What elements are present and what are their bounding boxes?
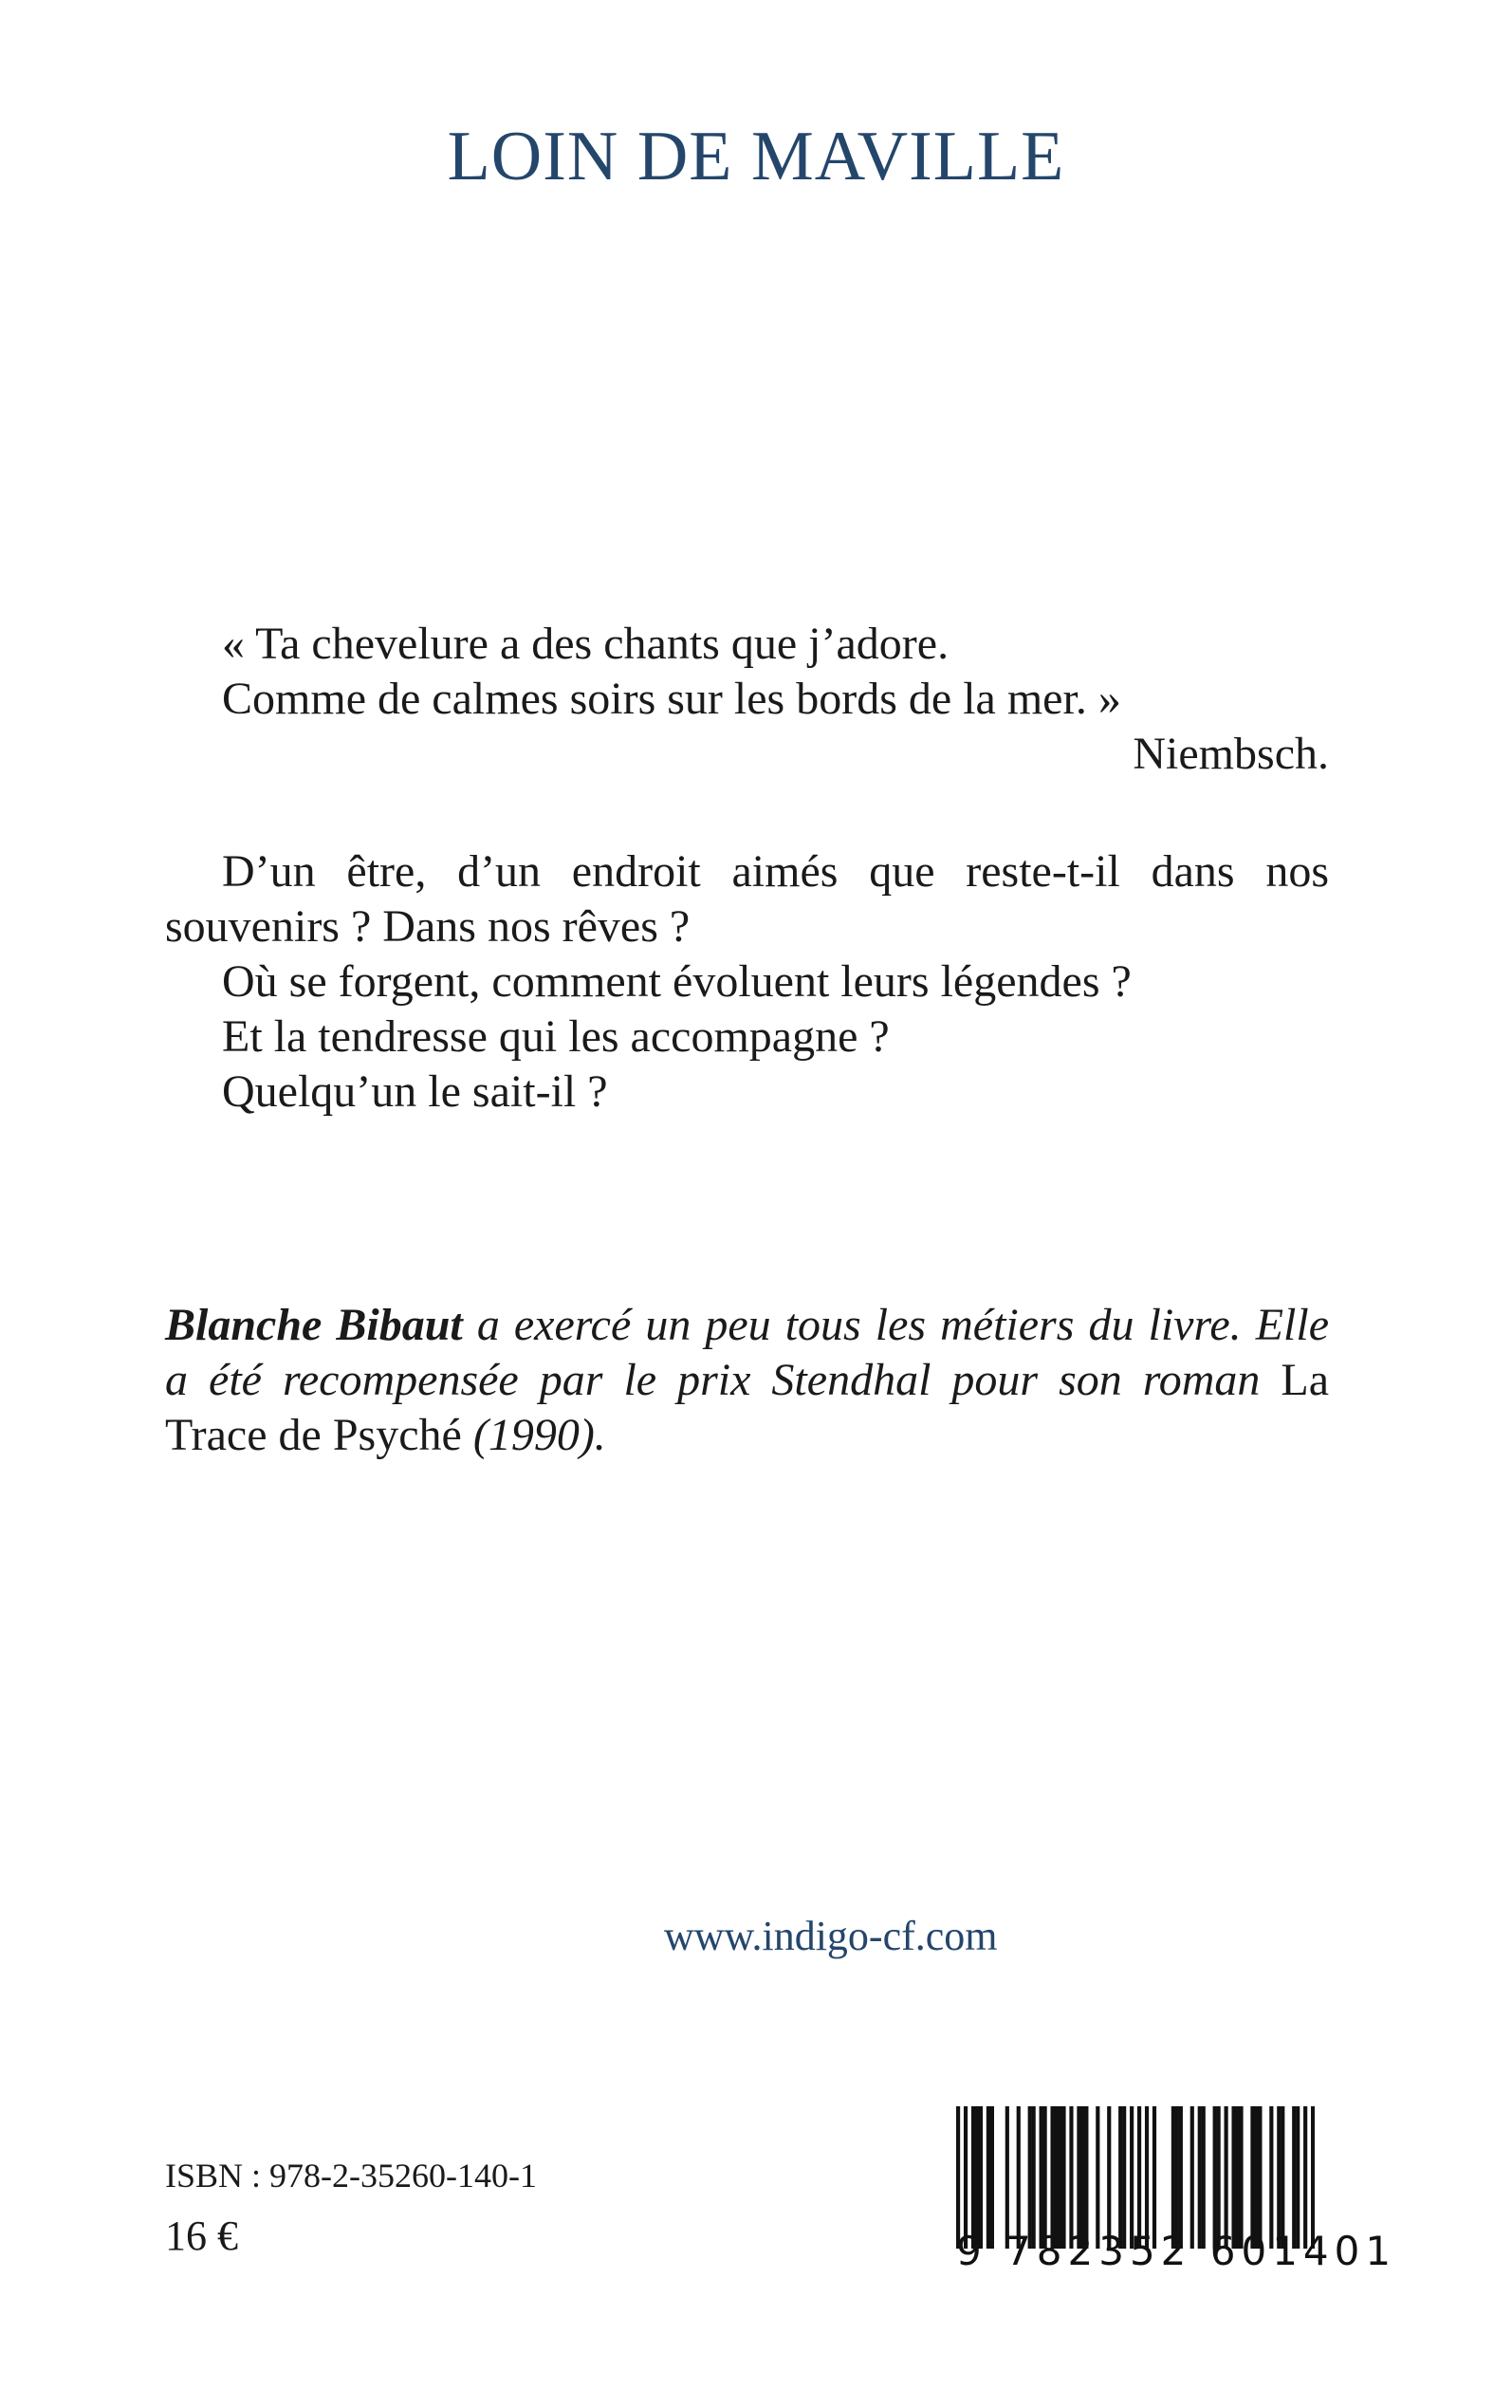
epigraph-attribution: Niembsch. (1133, 729, 1329, 779)
epigraph-line: Comme de calmes soirs sur les bords de la mer. » (222, 674, 1121, 724)
barcode-digits: 9 782352 601401 (956, 2228, 1397, 2274)
blurb-paragraph: Et la tendresse qui les accompagne ? (222, 1011, 890, 1062)
author-name: Blanche Bibaut (165, 1300, 463, 1350)
isbn-text: ISBN : 978-2-35260-140-1 (165, 2157, 537, 2195)
book-title: LOIN DE MAVILLE (447, 118, 1065, 195)
author-bio (165, 1298, 1329, 1463)
bio-year: (1990). (461, 1410, 606, 1460)
back-cover-blurb (165, 844, 1329, 1120)
epigraph (165, 617, 1329, 782)
blurb-paragraph: Quelqu’un le sait-il ? (222, 1066, 608, 1117)
publisher-website-link[interactable]: www.indigo-cf.com (664, 1913, 998, 1959)
blurb-paragraph: Où se forgent, comment évoluent leurs légendes ? (222, 956, 1132, 1007)
epigraph-line: « Ta chevelure a des chants que j’adore. (222, 619, 950, 669)
blurb-paragraph: D’un être, d’un endroit aimés que reste-t-il dans nos souvenirs ? Dans nos rêves ? (165, 846, 1329, 952)
book-reference: La Trace de Psyché (165, 1355, 1329, 1460)
bio-text: a exercé un peu tous les métiers du livre. Elle a été recompensée par le prix Stendhal pour son roman (165, 1300, 1330, 1405)
price-text: 16 € (165, 2213, 238, 2259)
